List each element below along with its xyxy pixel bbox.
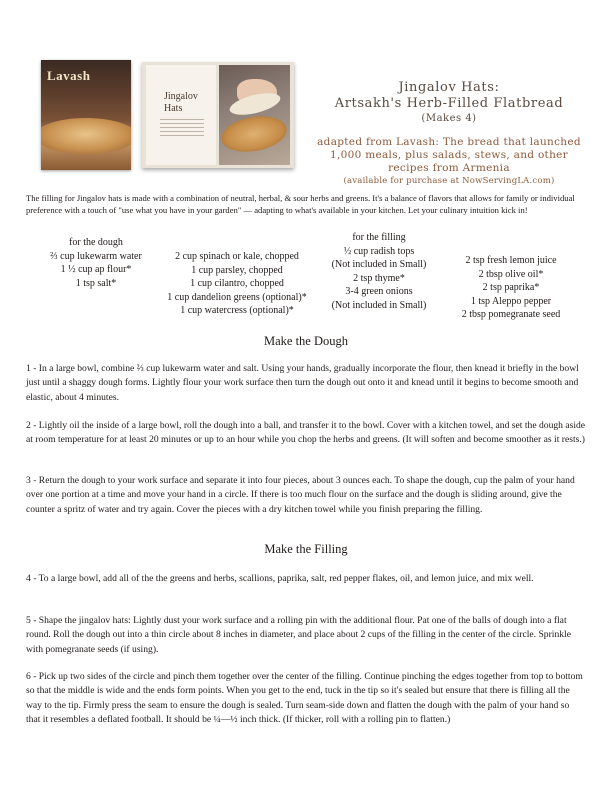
ingredient-item: 2 tsp thyme*	[353, 272, 405, 284]
ingredient-item: 1 cup dandelion greens (optional)*	[167, 291, 307, 303]
ingredients-filling-column	[318, 231, 440, 313]
ingredient-item: 2 tbsp pomegranate seed	[461, 309, 561, 321]
instruction-step: 3 - Return the dough to your work surface and separate it into four pieces, about 3 ounces each. To shape the dough, cup the palm of your hand over one portion at a time and move your hand in a circle. If there is too much flour on the surface and the dough is sliding around, give the counter a spritz of water and try again. Cover the pieces with a dry kitchen towel while you finish preparing the filling.	[26, 475, 575, 515]
ingredient-item: 2 tbsp olive oil*	[478, 268, 544, 280]
adapted-from-line: recipes from Armenia	[388, 162, 510, 174]
ingredient-item: ⅔ cup lukewarm water	[50, 250, 142, 262]
availability-note: (available for purchase at NowServingLA.com)	[343, 176, 555, 186]
lavash-book-cover-image	[41, 60, 131, 170]
ingredient-item: (Not included in Small)	[331, 259, 427, 271]
ingredient-item: 1 cup parsley, chopped	[191, 264, 283, 276]
adapted-from-line: 1,000 meals, plus salads, stews, and other	[330, 149, 568, 161]
book-right-page-photo	[219, 65, 290, 165]
ingredient-item: 3-4 green onions	[345, 286, 413, 298]
dough-header: for the dough	[69, 237, 123, 248]
ingredient-item: 1 tsp Aleppo pepper	[470, 295, 552, 307]
ingredient-item: 2 cup spinach or kale, chopped	[175, 251, 299, 262]
baked-flatbread-illustration	[219, 112, 289, 157]
recipe-title-block	[300, 80, 598, 187]
book-page-title: Jingalov Hats	[164, 91, 198, 114]
ingredient-item: ½ cup radish tops	[343, 245, 415, 257]
recipe-subtitle: Artsakh's Herb-Filled Flatbread	[334, 96, 564, 111]
cover-title: Lavash	[47, 68, 91, 83]
ingredient-item: 2 tsp paprika*	[482, 282, 540, 294]
filling-header: for the filling	[352, 232, 406, 243]
instruction-step: 1 - In a large bowl, combine ⅔ cup lukewarm water and salt. Using your hands, gradually incorporate the flour, then knead it briefly in the bowl just until a shaggy dough forms. Lightly flour your work surface then turn the dough out onto it and knead until it begins to become smooth and elastic, about 4 minutes.	[26, 363, 579, 403]
ingredients-seasoning-column	[446, 254, 576, 322]
ingredients-greens-column	[156, 250, 318, 318]
book-left-page	[146, 65, 216, 165]
bread-illustration	[41, 118, 131, 154]
ingredient-item: 1 tsp salt*	[75, 277, 117, 289]
make-filling-heading: Make the Filling	[264, 542, 348, 556]
book-page-text-lines	[160, 119, 204, 139]
ingredients-dough-column	[30, 236, 162, 290]
ingredient-item: 2 tsp fresh lemon juice	[465, 255, 557, 266]
ingredient-item: (Not included in Small)	[331, 299, 427, 311]
ingredient-item: 1 cup cilantro, chopped	[190, 278, 284, 290]
ingredient-item: 1 ½ cup ap flour*	[60, 264, 132, 276]
recipe-yield: (Makes 4)	[421, 113, 477, 124]
adapted-from-line: adapted from Lavash: The bread that launched	[317, 136, 581, 148]
open-book-image	[142, 62, 294, 168]
ingredient-item: 1 cup watercress (optional)*	[180, 305, 294, 317]
instruction-step: 2 - Lightly oil the inside of a large bowl, roll the dough into a ball, and transfer it to the bowl. Cover with a kitchen towel, and set the dough aside at room temperature for at least 20 minutes or up to an hour while you chop the herbs and greens. (It will soften and become smoother as it rests.)	[26, 420, 586, 446]
make-dough-heading: Make the Dough	[263, 334, 348, 348]
instruction-step: 6 - Pick up two sides of the circle and pinch them together over the center of the filling. Continue pinching the edges together from top to bottom so that the middle is wide and the ends form points. When you get to the end, tuck in the tip so it's sealed but ensure that there is filling all the way to the tip. Firmly press the seam to ensure the dough is sealed. Turn seam-side down and flatten the dough with the palm of your hand so that it resembles a deflated football. It should be ¼—½ inch thick. (If thicker, roll with a rolling pin to flatten.)	[26, 671, 583, 726]
instruction-step: 5 - Shape the jingalov hats: Lightly dust your work surface and a rolling pin with the additional flour. Pat one of the balls of dough into a flat round. Roll the dough out into a thin circle about 8 inches in diameter, and place about 2 cups of the filling in the center of the circle. Sprinkle with pomegranate seeds (if using).	[26, 615, 571, 655]
instruction-step: 4 - To a large bowl, add all of the the greens and herbs, scallions, paprika, salt, red pepper flakes, oil, and lemon juice, and mix well.	[26, 573, 534, 584]
recipe-title: Jingalov Hats:	[398, 80, 500, 95]
intro-paragraph: The filling for Jingalov hats is made with a combination of neutral, herbal, & sour herbs and greens. It's a balance of flavors that allows for family or individual preference with a touch of "use what you have in your garden" — adapting to what's available in your kitchen. Let your culinary intuition kick in!	[26, 193, 575, 215]
